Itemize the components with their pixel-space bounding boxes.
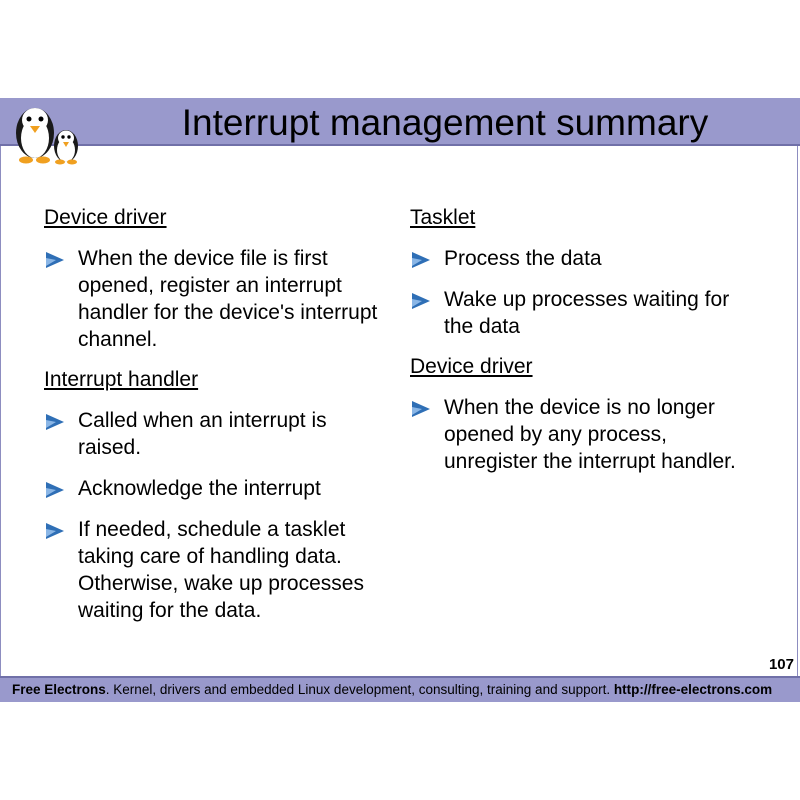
right-column (410, 205, 750, 489)
bullet-text: When the device is no longer opened by any process, unregister the interrupt handler. (444, 396, 736, 473)
bullet-arrow-icon (412, 401, 430, 417)
bullet-text: Process the data (444, 247, 602, 270)
section-device-driver-open (44, 205, 389, 353)
footer-tagline: . Kernel, drivers and embedded Linux development, consulting, training and support. (105, 682, 614, 697)
bullet-item (44, 516, 389, 624)
footer-company: Free Electrons (12, 682, 106, 697)
bullet-arrow-icon (46, 414, 64, 430)
bullet-text: Called when an interrupt is raised. (78, 409, 327, 459)
bullet-text: If needed, schedule a tasklet taking care of handling data. Otherwise, wake up processes waiting for the data. (78, 518, 364, 622)
footer-bar (0, 676, 800, 702)
page-number: 107 (768, 656, 794, 673)
bullet-text: When the device file is first opened, register an interrupt handler for the device's interrupt channel. (78, 247, 378, 351)
bullet-text: Wake up processes waiting for the data (444, 288, 730, 338)
bullet-item (410, 394, 750, 475)
bullet-arrow-icon (46, 482, 64, 498)
section-heading: Tasklet (410, 206, 476, 229)
bullet-item (44, 407, 389, 461)
section-heading: Interrupt handler (44, 368, 199, 391)
bullet-arrow-icon (46, 523, 64, 539)
bullet-text: Acknowledge the interrupt (78, 477, 321, 500)
slide-title: Interrupt management summary (181, 102, 709, 143)
section-heading: Device driver (410, 355, 533, 378)
footer-url-link[interactable]: http://free-electrons.com (613, 682, 773, 697)
section-heading: Device driver (44, 206, 167, 229)
bullet-item (44, 245, 389, 353)
section-device-driver-close (410, 354, 750, 475)
bullet-arrow-icon (412, 293, 430, 309)
left-column (44, 205, 389, 638)
bullet-arrow-icon (412, 252, 430, 268)
bullet-item (44, 475, 389, 502)
section-tasklet (410, 205, 750, 340)
bullet-item (410, 245, 750, 272)
bullet-item (410, 286, 750, 340)
bullet-arrow-icon (46, 252, 64, 268)
section-interrupt-handler (44, 367, 389, 624)
penguins-logo-icon (8, 100, 88, 170)
